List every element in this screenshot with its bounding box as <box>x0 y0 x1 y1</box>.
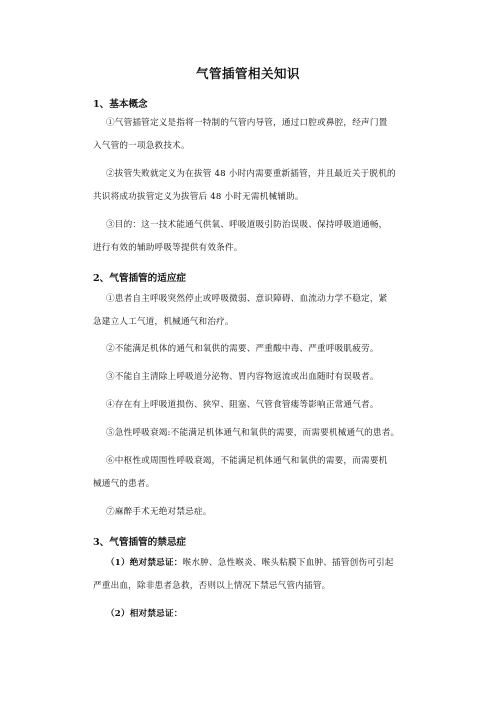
paragraph-line: ①气管插管定义是指将一特制的气管内导管，通过口腔或鼻腔，经声门置 <box>106 118 388 128</box>
paragraph-line: 严重出血，除非患者急救，否则以上情况下禁忌气管内插管。 <box>93 581 331 591</box>
section-heading-3: 3、气管插管的禁忌症 <box>93 537 187 548</box>
contraindication-item-2 <box>106 603 183 626</box>
paragraph-line: 入气管的一项急救技术。 <box>93 141 190 151</box>
paragraph-line: ⑦麻醉手术无绝对禁忌症。 <box>106 507 212 517</box>
paragraph-line: 急建立人工气道，机械通气和治疗。 <box>93 317 234 327</box>
contraindication-item-1 <box>106 552 394 575</box>
paragraph-line: 共识将成功拔管定义为拔管后 48 小时无需机械辅助。 <box>93 192 304 202</box>
paragraph-line: ②拔管失败就定义为在拔管 48 小时内需要重新插管，并且最近关于脱机的 <box>106 169 396 179</box>
item-text: 喉水肿、急性喉炎、喉头粘膜下血肿、插管创伤可引起 <box>182 558 394 568</box>
paragraph-line: 进行有效的辅助呼吸等提供有效条件。 <box>93 243 243 253</box>
paragraph-line: ④存在有上呼吸道损伤、狭窄、阻塞、气管食管瘘等影响正常通气者。 <box>106 400 379 410</box>
section-heading-2: 2、气管插管的适应症 <box>93 273 187 284</box>
paragraph-line: ②不能满足机体的通气和氧供的需要、严重酸中毒、严重呼吸肌疲劳。 <box>106 344 379 354</box>
paragraph-line: ⑥中枢性或周围性呼吸衰竭，不能满足机体通气和氧供的需要，而需要机 <box>106 456 388 466</box>
paragraph-line: ⑤急性呼吸衰竭:不能满足机体通气和氧供的需要，而需要机械通气的患者。 <box>106 428 400 438</box>
page-title: 气管插管相关知识 <box>195 66 300 81</box>
item-label: （2）相对禁忌证： <box>106 609 183 619</box>
paragraph-line: ③不能自主清除上呼吸道分泌物、胃内容物返流或出血随时有误吸者。 <box>106 372 379 382</box>
section-heading-1: 1、基本概念 <box>93 99 148 110</box>
paragraph-line: 械通气的患者。 <box>93 479 155 489</box>
paragraph-line: ①患者自主呼吸突然停止或呼吸微弱、意识障碍、血流动力学不稳定，紧 <box>106 294 388 304</box>
item-label: （1）绝对禁忌证： <box>106 558 183 568</box>
paragraph-line: ③目的：这一技术能通气供氧、呼吸道吸引防治误吸、保持呼吸道通畅， <box>106 220 388 230</box>
